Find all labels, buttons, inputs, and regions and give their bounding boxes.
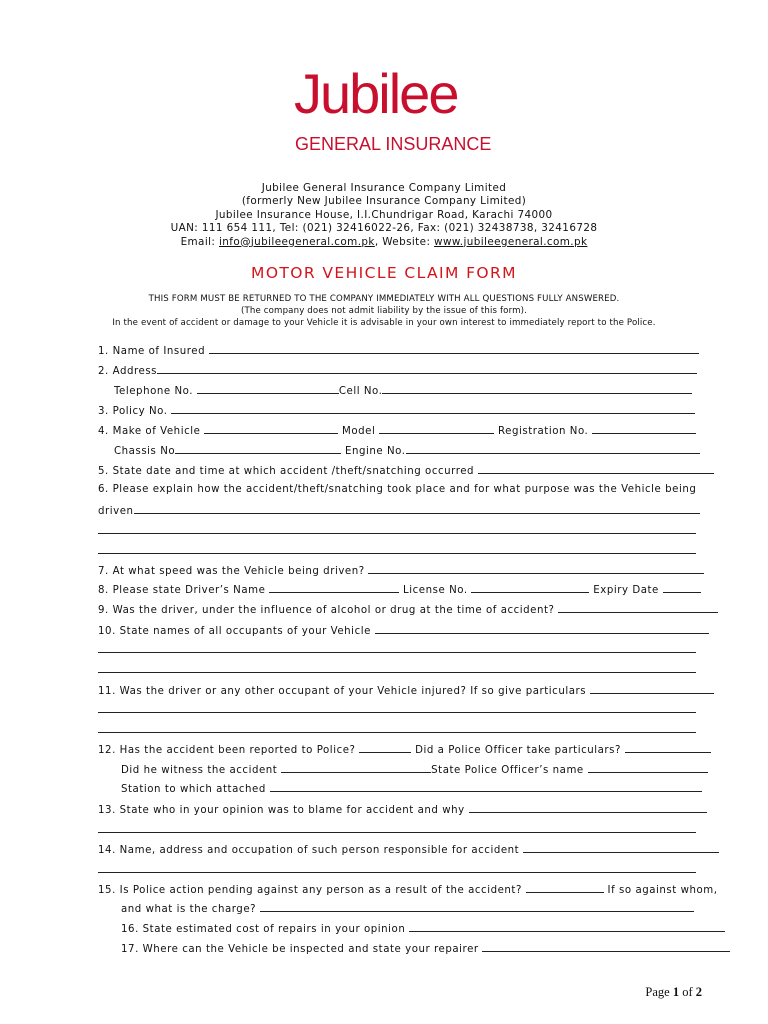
question-6-cont: driven (98, 503, 700, 519)
company-former-name: (formerly New Jubilee Insurance Company Limited) (241, 195, 527, 208)
make-of-vehicle-field[interactable] (204, 423, 338, 434)
question-11: 11. Was the driver or any other occupant of your Vehicle injured? If so give particulars (98, 683, 714, 699)
answer-line[interactable] (98, 732, 696, 733)
cell-field[interactable] (382, 383, 692, 394)
question-5: 5. State date and time at which accident /theft/snatching occurred (98, 463, 714, 479)
question-15-charge: and what is the charge? (121, 901, 694, 917)
license-no-field[interactable] (471, 582, 589, 593)
question-15: 15. Is Police action pending against any person as a result of the accident? If so against whom, (98, 882, 718, 898)
answer-line[interactable] (98, 832, 696, 833)
jubilee-logo (288, 62, 492, 162)
policy-no-field[interactable] (171, 403, 695, 414)
question-12-station: Station to which attached (121, 781, 702, 797)
speed-field[interactable] (368, 563, 704, 574)
injury-particulars-field[interactable] (590, 683, 714, 694)
website-link[interactable]: www.jubileegeneral.com.pk (434, 235, 588, 248)
responsible-person-field[interactable] (523, 842, 719, 853)
question-16: 16. State estimated cost of repairs in your opinion (121, 921, 725, 937)
question-9: 9. Was the driver, under the influence of alcohol or drug at the time of accident? (98, 602, 718, 618)
question-2-phone: Telephone No. Cell No. (114, 383, 692, 399)
repair-cost-field[interactable] (409, 921, 725, 932)
note-return: THIS FORM MUST BE RETURNED TO THE COMPANY IMMEDIATELY WITH ALL QUESTIONS FULLY ANSWERED. (148, 294, 620, 304)
reported-to-police-field[interactable] (359, 742, 411, 753)
accident-explanation-field[interactable] (134, 503, 700, 514)
alcohol-drug-field[interactable] (558, 602, 718, 613)
registration-field[interactable] (592, 423, 696, 434)
driver-name-field[interactable] (269, 582, 399, 593)
question-3: 3. Policy No. (98, 403, 695, 419)
question-8: 8. Please state Driver’s Name License No. Expiry Date (98, 582, 701, 598)
expiry-date-field[interactable] (663, 582, 701, 593)
accident-date-field[interactable] (478, 463, 714, 474)
officer-name-field[interactable] (588, 762, 708, 773)
question-4-chassis: Chassis No Engine No. (114, 443, 700, 459)
form-title: MOTOR VEHICLE CLAIM FORM (251, 264, 517, 282)
officer-particulars-field[interactable] (625, 742, 711, 753)
answer-line[interactable] (98, 672, 696, 673)
telephone-field[interactable] (197, 383, 339, 394)
logo-wordmark: Jubilee (294, 62, 458, 125)
question-1: 1. Name of Insured (98, 343, 699, 359)
answer-line[interactable] (98, 872, 696, 873)
company-phones: UAN: 111 654 111, Tel: (021) 32416022-26, Fax: (021) 32438738, 32416728 (170, 222, 598, 235)
name-of-insured-field[interactable] (209, 343, 699, 354)
answer-line[interactable] (98, 533, 696, 534)
model-field[interactable] (379, 423, 494, 434)
witness-field[interactable] (281, 762, 431, 773)
question-6: 6. Please explain how the accident/theft/snatching took place and for what purpose was the Vehicle being (98, 484, 697, 495)
page-number: Page 1 of 2 (645, 985, 702, 999)
answer-line[interactable] (98, 652, 696, 653)
note-police: In the event of accident or damage to your Vehicle it is advisable in your own interest to immediately report to the Police. (112, 317, 656, 328)
question-4: 4. Make of Vehicle Model Registration No. (98, 423, 696, 439)
answer-line[interactable] (98, 712, 696, 713)
occupants-field[interactable] (375, 623, 709, 634)
blame-field[interactable] (469, 802, 707, 813)
question-12-witness: Did he witness the accident State Police Officer’s name (121, 762, 708, 778)
engine-field[interactable] (406, 443, 700, 454)
note-liability: (The company does not admit liability by the issue of this form). (240, 305, 528, 316)
company-address: Jubilee Insurance House, I.I.Chundrigar Road, Karachi 74000 (215, 208, 553, 221)
company-info (0, 182, 768, 249)
company-contact: Email: info@jubileegeneral.com.pk, Website: www.jubileegeneral.com.pk (180, 235, 588, 248)
email-link[interactable]: info@jubileegeneral.com.pk (219, 235, 375, 248)
question-7: 7. At what speed was the Vehicle being driven? (98, 563, 704, 579)
station-field[interactable] (270, 781, 702, 792)
company-name: Jubilee General Insurance Company Limited (261, 182, 507, 194)
answer-line[interactable] (98, 553, 696, 554)
question-10: 10. State names of all occupants of your Vehicle (98, 623, 709, 639)
logo-subtitle: GENERAL INSURANCE (295, 134, 492, 154)
repairer-field[interactable] (482, 941, 730, 952)
question-17: 17. Where can the Vehicle be inspected and state your repairer (121, 941, 730, 957)
question-12: 12. Has the accident been reported to Police? Did a Police Officer take particulars? (98, 742, 711, 758)
charge-field[interactable] (260, 901, 694, 912)
question-14: 14. Name, address and occupation of such person responsible for accident (98, 842, 719, 858)
form-notes (0, 294, 768, 329)
question-2: 2. Address (98, 363, 697, 379)
police-action-field[interactable] (526, 882, 604, 893)
address-field[interactable] (157, 363, 697, 374)
chassis-field[interactable] (175, 443, 341, 454)
question-13: 13. State who in your opinion was to blame for accident and why (98, 802, 707, 818)
